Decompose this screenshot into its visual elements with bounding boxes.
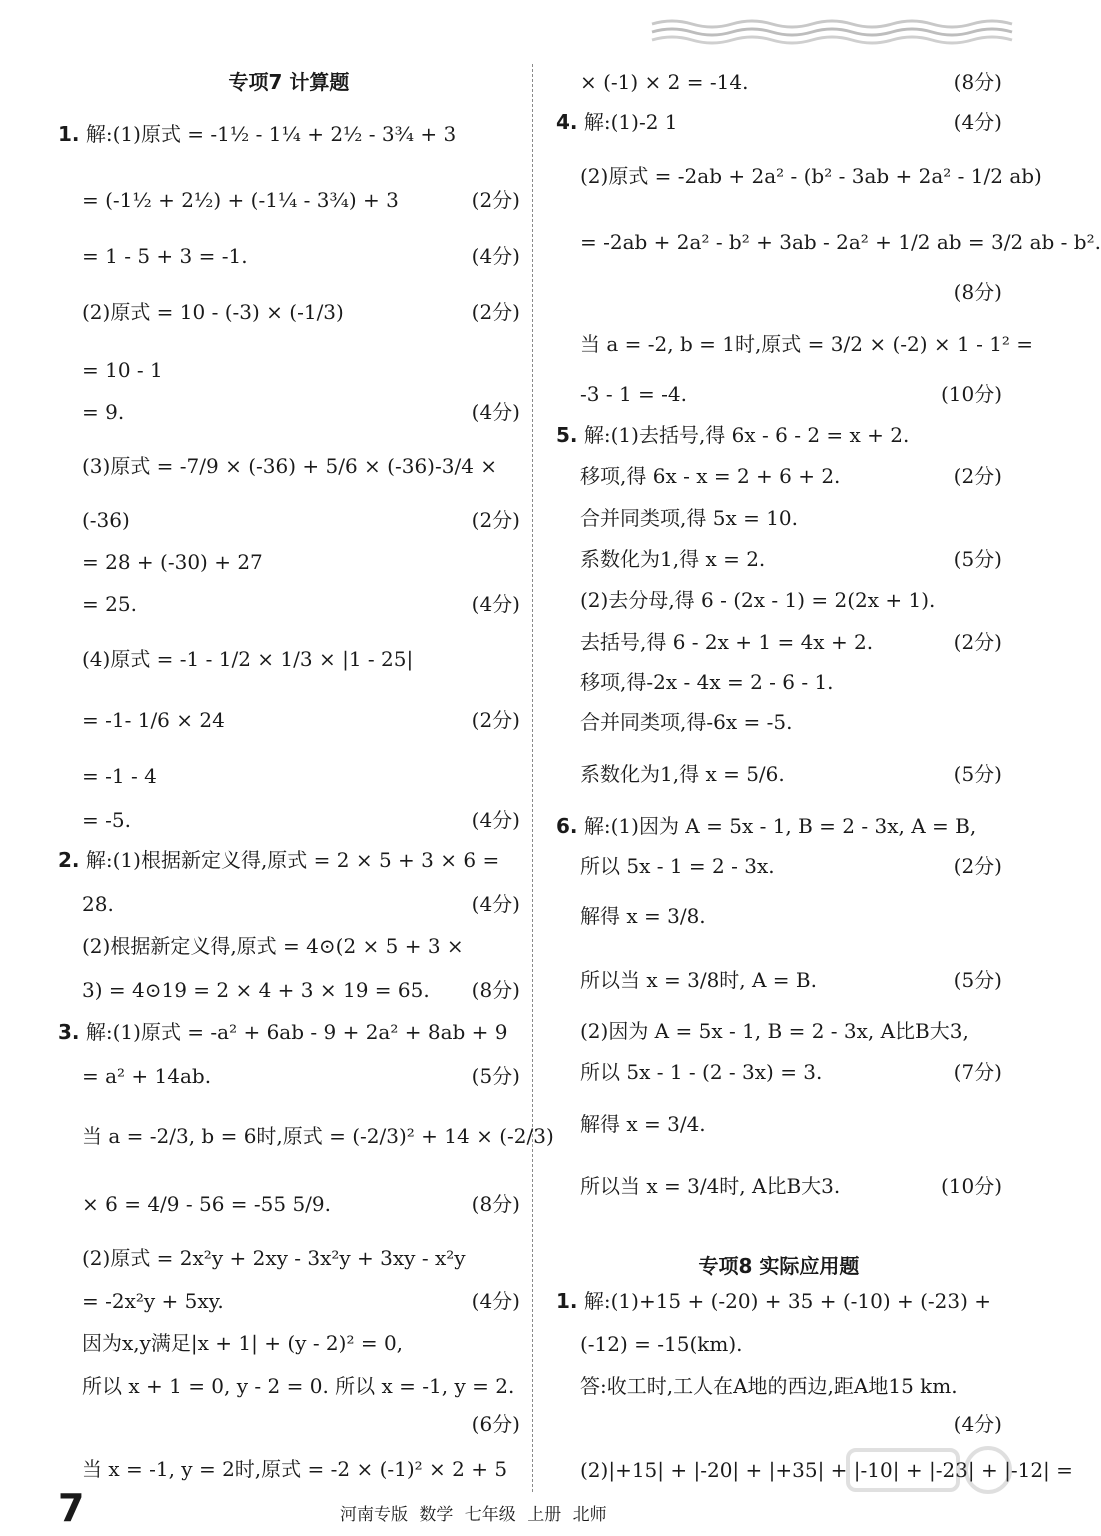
score-label: (4分) <box>471 892 520 916</box>
score-label: (8分) <box>471 1192 520 1216</box>
math-expression: (2)原式 = 2x²y + 2xy - 3x²y + 3xy - x²y <box>82 1246 466 1270</box>
math-expression: = -1 - 4 <box>82 764 157 788</box>
math-expression: 解得 x = 3/4. <box>580 1112 706 1136</box>
score-label: (6分) <box>471 1412 520 1436</box>
answer-text <box>580 628 873 656</box>
math-expression: 所以 5x - 1 = 2 - 3x. <box>580 854 775 878</box>
score-label: (2分) <box>953 854 1002 878</box>
math-expression: 所以当 x = 3/4时, A比B大3. <box>580 1174 841 1198</box>
math-expression: = -5. <box>82 808 131 832</box>
score-label: (4分) <box>471 592 520 616</box>
answer-text <box>58 120 456 148</box>
math-expression: 所以 5x - 1 - (2 - 3x) = 3. <box>580 1060 823 1084</box>
score-label: (5分) <box>953 547 1002 571</box>
math-expression: = 28 + (-30) + 27 <box>82 550 263 574</box>
decorative-wave-banner <box>652 14 1032 48</box>
answer-text <box>580 1058 822 1086</box>
math-expression: 去括号,得 6 - 2x + 1 = 4x + 2. <box>580 630 874 654</box>
answer-text <box>580 966 817 994</box>
score-label: (4分) <box>471 244 520 268</box>
question-number: 2. <box>58 848 80 872</box>
answer-text <box>82 548 263 576</box>
answer-text <box>82 1062 211 1090</box>
answer-text <box>82 242 248 270</box>
math-expression: 解:(1)原式 = -a² + 6ab - 9 + 2a² + 8ab + 9 <box>85 1020 508 1044</box>
answer-text <box>580 462 840 490</box>
score-label: (4分) <box>471 808 520 832</box>
answer-text <box>556 1287 991 1315</box>
answer-text <box>580 708 792 736</box>
answer-text <box>580 380 687 408</box>
question-number: 6. <box>556 814 578 838</box>
answer-text <box>82 356 163 384</box>
answer-text <box>580 902 706 930</box>
math-expression: (2)原式 = 10 - (-3) × (-1/3) <box>82 300 344 324</box>
score-label: (2分) <box>953 630 1002 654</box>
page-number: 7 <box>58 1486 85 1530</box>
answer-text <box>580 586 935 614</box>
answer-text <box>580 1017 969 1045</box>
math-expression: 当 x = -1, y = 2时,原式 = -2 × (-1)² × 2 + 5 <box>82 1457 508 1481</box>
math-expression: 解:(1)+15 + (-20) + 35 + (-10) + (-23) + <box>583 1289 992 1313</box>
math-expression: (2)原式 = -2ab + 2a² - (b² - 3ab + 2a² - 1/2 ab) <box>580 164 1042 188</box>
math-expression: 解:(1)去括号,得 6x - 6 - 2 = x + 2. <box>583 423 910 447</box>
answer-text <box>580 1372 958 1400</box>
answer-text <box>556 812 976 840</box>
math-expression: = -2x²y + 5xy. <box>82 1289 224 1313</box>
math-expression: = (-1½ + 2½) + (-1¼ - 3¾) + 3 <box>82 188 399 212</box>
math-expression: 解:(1)原式 = -1½ - 1¼ + 2½ - 3¾ + 3 <box>85 122 457 146</box>
answer-text <box>82 506 130 534</box>
answer-text <box>580 668 834 696</box>
score-label: (5分) <box>471 1064 520 1088</box>
question-number: 3. <box>58 1020 80 1044</box>
answer-text <box>580 1110 706 1138</box>
answer-text <box>58 1018 508 1046</box>
answer-text <box>580 1172 840 1200</box>
question-number: 5. <box>556 423 578 447</box>
math-expression: 解得 x = 3/8. <box>580 904 706 928</box>
math-expression: -3 - 1 = -4. <box>580 382 687 406</box>
math-expression: × 6 = 4/9 - 56 = -55 5/9. <box>82 1192 332 1216</box>
question-number: 1. <box>58 122 80 146</box>
answer-text <box>580 68 748 96</box>
answer-text <box>82 1287 224 1315</box>
score-label: (10分) <box>940 382 1002 406</box>
math-expression: (2)|+15| + |-20| + |+35| + |-10| + |-23| + |-12| = <box>580 1458 1073 1482</box>
math-expression: = 9. <box>82 400 125 424</box>
answer-text <box>82 452 497 480</box>
answer-text <box>580 1330 743 1358</box>
math-expression: (-36) <box>82 508 130 532</box>
score-label: (4分) <box>953 110 1002 134</box>
question-number: 4. <box>556 110 578 134</box>
section-heading-7: 专项7 计算题 <box>228 70 350 94</box>
answer-text <box>82 706 225 734</box>
section-heading-8: 专项8 实际应用题 <box>698 1254 860 1278</box>
math-expression: = -1- 1/6 × 24 <box>82 708 225 732</box>
answer-text <box>82 890 114 918</box>
score-label: (2分) <box>471 508 520 532</box>
math-expression: 系数化为1,得 x = 5/6. <box>580 762 785 786</box>
math-expression: 当 a = -2, b = 1时,原式 = 3/2 × (-2) × 1 - 1² = <box>580 332 1034 356</box>
math-expression: 因为x,y满足|x + 1| + (y - 2)² = 0, <box>82 1331 404 1355</box>
math-expression: = 1 - 5 + 3 = -1. <box>82 244 248 268</box>
score-label: (10分) <box>940 1174 1002 1198</box>
answer-text <box>580 228 1101 256</box>
answer-text <box>82 806 131 834</box>
score-label: (8分) <box>471 978 520 1002</box>
answer-text <box>82 1122 554 1150</box>
answer-text <box>82 1244 466 1272</box>
math-expression: = 10 - 1 <box>82 358 163 382</box>
answer-text <box>82 976 430 1004</box>
answer-text <box>580 504 798 532</box>
watermark-logo <box>838 1440 1018 1530</box>
math-expression: 解:(1)-2 1 <box>583 110 678 134</box>
answer-text <box>82 1455 507 1483</box>
score-label: (5分) <box>953 968 1002 992</box>
score-label: (4分) <box>953 1412 1002 1436</box>
answer-text <box>580 545 765 573</box>
math-expression: 移项,得 6x - x = 2 + 6 + 2. <box>580 464 841 488</box>
math-expression: 所以当 x = 3/8时, A = B. <box>580 968 817 992</box>
math-expression: 合并同类项,得-6x = -5. <box>580 710 793 734</box>
math-expression: 合并同类项,得 5x = 10. <box>580 506 798 530</box>
math-expression: (-12) = -15(km). <box>580 1332 743 1356</box>
math-expression: 3) = 4⊙19 = 2 × 4 + 3 × 19 = 65. <box>82 978 430 1002</box>
math-expression: 解:(1)根据新定义得,原式 = 2 × 5 + 3 × 6 = <box>85 848 500 872</box>
score-label: (2分) <box>471 188 520 212</box>
math-expression: = a² + 14ab. <box>82 1064 212 1088</box>
math-expression: 解:(1)因为 A = 5x - 1, B = 2 - 3x, A = B, <box>583 814 977 838</box>
score-label: (5分) <box>953 762 1002 786</box>
math-expression: × (-1) × 2 = -14. <box>580 70 749 94</box>
answer-text <box>82 398 124 426</box>
score-label: (7分) <box>953 1060 1002 1084</box>
math-expression: 系数化为1,得 x = 2. <box>580 547 766 571</box>
answer-text <box>556 108 678 136</box>
answer-text <box>580 330 1033 358</box>
math-expression: (2)因为 A = 5x - 1, B = 2 - 3x, A比B大3, <box>580 1019 969 1043</box>
answer-text <box>82 1190 331 1218</box>
score-label: (4分) <box>471 400 520 424</box>
math-expression: (4)原式 = -1 - 1/2 × 1/3 × |1 - 25| <box>82 647 414 671</box>
score-label: (4分) <box>471 1289 520 1313</box>
answer-text <box>82 298 344 326</box>
math-expression: 答:收工时,工人在A地的西边,距A地15 km. <box>580 1374 958 1398</box>
answer-text <box>580 162 1042 190</box>
score-label: (2分) <box>471 708 520 732</box>
score-label: (2分) <box>953 464 1002 488</box>
answer-text <box>580 852 775 880</box>
answer-text <box>82 1329 403 1357</box>
answer-text <box>580 760 785 788</box>
math-expression: = -2ab + 2a² - b² + 3ab - 2a² + 1/2 ab = 3/2 ab - b². <box>580 230 1101 254</box>
answer-text <box>82 762 157 790</box>
score-label: (2分) <box>471 300 520 324</box>
math-expression: (3)原式 = -7/9 × (-36) + 5/6 × (-36)-3/4 × <box>82 454 498 478</box>
answer-text <box>82 1372 514 1400</box>
answer-text <box>82 590 137 618</box>
column-divider <box>532 64 533 1492</box>
answer-text <box>82 186 399 214</box>
math-expression: 28. <box>82 892 114 916</box>
score-label: (8分) <box>953 70 1002 94</box>
math-expression: 移项,得-2x - 4x = 2 - 6 - 1. <box>580 670 834 694</box>
answer-text <box>82 932 464 960</box>
answer-text <box>556 421 909 449</box>
footer-text: 河南专版 数学 七年级 上册 北师 <box>340 1505 607 1525</box>
math-expression: (2)去分母,得 6 - (2x - 1) = 2(2x + 1). <box>580 588 936 612</box>
question-number: 1. <box>556 1289 578 1313</box>
answer-text <box>82 645 413 673</box>
score-label: (8分) <box>953 280 1002 304</box>
math-expression: = 25. <box>82 592 137 616</box>
math-expression: (2)根据新定义得,原式 = 4⊙(2 × 5 + 3 × <box>82 934 464 958</box>
math-expression: 所以 x + 1 = 0, y - 2 = 0. 所以 x = -1, y = 2. <box>82 1374 515 1398</box>
answer-text <box>58 846 499 874</box>
math-expression: 当 a = -2/3, b = 6时,原式 = (-2/3)² + 14 × (-2/3) <box>82 1124 554 1148</box>
